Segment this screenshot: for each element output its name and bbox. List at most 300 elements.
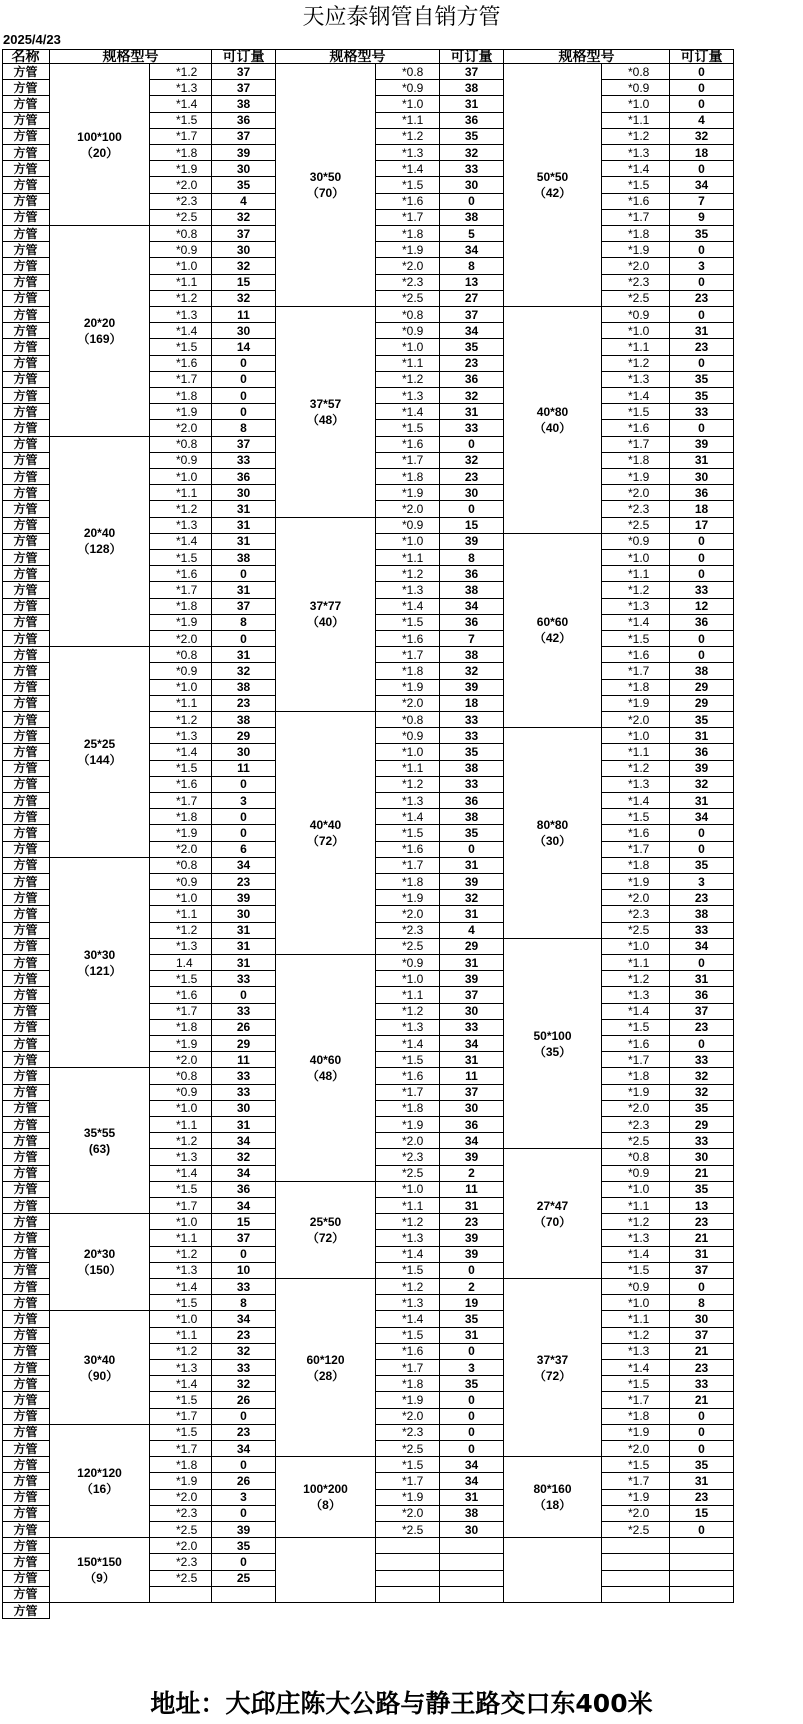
thickness-cell: *1.2: [150, 1344, 212, 1360]
thickness-cell: *1.1: [602, 113, 670, 129]
thickness-cell: *1.2: [602, 356, 670, 372]
thickness-cell: *1.7: [376, 210, 440, 226]
row-name: 方管: [2, 469, 50, 485]
row-name: 方管: [2, 1036, 50, 1052]
row-name: 方管: [2, 663, 50, 679]
thickness-cell: *2.0: [376, 1506, 440, 1522]
row-name: 方管: [2, 1295, 50, 1311]
thickness-cell: *2.5: [150, 1571, 212, 1587]
thickness-cell: *1.4: [602, 793, 670, 809]
quantity-cell: 11: [212, 307, 276, 323]
thickness-cell: *2.5: [602, 291, 670, 307]
quantity-cell: 29: [440, 939, 504, 955]
quantity-cell: 18: [440, 696, 504, 712]
quantity-cell: [670, 1571, 734, 1587]
row-name: 方管: [2, 210, 50, 226]
quantity-cell: 37: [670, 1263, 734, 1279]
thickness-cell: *1.0: [376, 971, 440, 987]
thickness-cell: *1.1: [376, 1198, 440, 1214]
quantity-cell: 35: [440, 744, 504, 760]
quantity-cell: 38: [212, 550, 276, 566]
quantity-cell: 7: [440, 631, 504, 647]
thickness-cell: *1.5: [602, 177, 670, 193]
quantity-cell: 30: [212, 485, 276, 501]
row-name: 方管: [2, 1392, 50, 1408]
row-name: 方管: [2, 145, 50, 161]
quantity-cell: 30: [212, 242, 276, 258]
quantity-cell: 38: [440, 1506, 504, 1522]
thickness-cell: *1.1: [376, 761, 440, 777]
quantity-cell: 32: [212, 210, 276, 226]
thickness-cell: *1.5: [602, 1457, 670, 1473]
thickness-cell: *1.3: [150, 307, 212, 323]
thickness-cell: *1.8: [376, 1101, 440, 1117]
thickness-cell: *1.4: [602, 1004, 670, 1020]
quantity-cell: [212, 1587, 276, 1603]
thickness-cell: [376, 1538, 440, 1554]
quantity-cell: 21: [670, 1230, 734, 1246]
thickness-cell: *2.5: [602, 1522, 670, 1538]
thickness-cell: *1.1: [150, 1230, 212, 1246]
thickness-cell: *1.3: [150, 939, 212, 955]
thickness-cell: *1.4: [376, 1036, 440, 1052]
thickness-cell: *1.9: [602, 242, 670, 258]
quantity-cell: 23: [440, 356, 504, 372]
quantity-cell: 18: [670, 145, 734, 161]
thickness-cell: *1.0: [602, 96, 670, 112]
quantity-cell: 31: [670, 1473, 734, 1489]
thickness-cell: *2.5: [376, 1441, 440, 1457]
quantity-cell: 34: [212, 1198, 276, 1214]
thickness-cell: *1.0: [376, 1182, 440, 1198]
quantity-cell: 0: [212, 825, 276, 841]
quantity-cell: 0: [670, 242, 734, 258]
thickness-cell: *1.8: [376, 663, 440, 679]
quantity-cell: 25: [212, 1571, 276, 1587]
quantity-cell: 35: [670, 858, 734, 874]
row-name: 方管: [2, 1311, 50, 1327]
spec-group-20*20: 20*20 （169）: [50, 226, 150, 437]
thickness-cell: *2.0: [376, 696, 440, 712]
thickness-cell: *2.5: [150, 210, 212, 226]
quantity-cell: 14: [212, 339, 276, 355]
quantity-cell: 33: [440, 728, 504, 744]
row-name: 方管: [2, 1490, 50, 1506]
thickness-cell: *0.8: [602, 1149, 670, 1165]
quantity-cell: 30: [212, 744, 276, 760]
thickness-cell: *1.1: [150, 275, 212, 291]
quantity-cell: 21: [670, 1392, 734, 1408]
quantity-cell: 0: [212, 356, 276, 372]
thickness-cell: *1.9: [150, 161, 212, 177]
thickness-cell: *1.1: [150, 1328, 212, 1344]
thickness-cell: *1.4: [376, 161, 440, 177]
thickness-cell: *1.4: [150, 744, 212, 760]
thickness-cell: *1.2: [376, 129, 440, 145]
quantity-cell: 39: [440, 971, 504, 987]
quantity-cell: 33: [212, 1085, 276, 1101]
quantity-cell: 32: [670, 777, 734, 793]
thickness-cell: *1.8: [150, 388, 212, 404]
quantity-cell: 0: [212, 566, 276, 582]
thickness-cell: *1.8: [602, 680, 670, 696]
quantity-cell: 13: [440, 275, 504, 291]
thickness-cell: *1.9: [602, 1490, 670, 1506]
quantity-cell: 31: [440, 1328, 504, 1344]
row-name: 方管: [2, 1603, 50, 1619]
spec-group-30*40: 30*40 （90）: [50, 1311, 150, 1424]
thickness-cell: *2.0: [602, 1101, 670, 1117]
quantity-cell: 4: [440, 923, 504, 939]
quantity-cell: 15: [670, 1506, 734, 1522]
thickness-cell: *2.5: [602, 518, 670, 534]
quantity-cell: 0: [670, 275, 734, 291]
thickness-cell: *1.5: [376, 615, 440, 631]
quantity-cell: 23: [670, 890, 734, 906]
thickness-cell: *1.6: [150, 777, 212, 793]
thickness-cell: *1.2: [376, 1279, 440, 1295]
spec-group-25*50: 25*50 （72）: [276, 1182, 376, 1279]
quantity-cell: 0: [670, 647, 734, 663]
thickness-cell: *1.3: [150, 728, 212, 744]
row-name: 方管: [2, 825, 50, 841]
quantity-cell: 38: [440, 210, 504, 226]
quantity-cell: 35: [212, 1538, 276, 1554]
quantity-cell: 3: [212, 793, 276, 809]
quantity-cell: 33: [440, 777, 504, 793]
thickness-cell: *1.3: [150, 1263, 212, 1279]
row-name: 方管: [2, 404, 50, 420]
thickness-cell: *1.0: [150, 469, 212, 485]
row-name: 方管: [2, 1230, 50, 1246]
quantity-cell: 32: [212, 291, 276, 307]
thickness-cell: *1.8: [602, 858, 670, 874]
thickness-cell: *1.8: [602, 453, 670, 469]
quantity-cell: 29: [670, 680, 734, 696]
thickness-cell: *1.1: [602, 566, 670, 582]
quantity-cell: 23: [212, 1425, 276, 1441]
row-name: 方管: [2, 275, 50, 291]
thickness-cell: *2.3: [602, 501, 670, 517]
thickness-cell: *1.0: [150, 1101, 212, 1117]
thickness-cell: *1.5: [376, 825, 440, 841]
date-label: 2025/4/23: [3, 32, 61, 47]
spec-group-120*120: 120*120 （16）: [50, 1425, 150, 1538]
row-name: 方管: [2, 1587, 50, 1603]
thickness-cell: *1.3: [602, 777, 670, 793]
quantity-cell: 15: [212, 1214, 276, 1230]
quantity-cell: 34: [440, 1133, 504, 1149]
thickness-cell: *1.7: [376, 647, 440, 663]
thickness-cell: [602, 1538, 670, 1554]
thickness-cell: *1.4: [150, 1279, 212, 1295]
thickness-cell: *1.0: [150, 1214, 212, 1230]
thickness-cell: *1.5: [602, 1376, 670, 1392]
quantity-cell: [670, 1538, 734, 1554]
quantity-cell: 18: [670, 501, 734, 517]
quantity-cell: 33: [670, 404, 734, 420]
quantity-cell: 34: [440, 599, 504, 615]
thickness-cell: *1.6: [376, 842, 440, 858]
thickness-cell: *1.6: [602, 420, 670, 436]
quantity-cell: 36: [670, 485, 734, 501]
thickness-cell: *1.2: [376, 777, 440, 793]
thickness-cell: *2.0: [602, 712, 670, 728]
row-name: 方管: [2, 599, 50, 615]
quantity-cell: 10: [212, 1263, 276, 1279]
quantity-cell: 30: [440, 485, 504, 501]
thickness-cell: *1.5: [602, 809, 670, 825]
quantity-cell: 33: [212, 1360, 276, 1376]
quantity-cell: 0: [440, 501, 504, 517]
thickness-cell: *1.5: [376, 177, 440, 193]
quantity-cell: 38: [440, 80, 504, 96]
quantity-cell: 33: [212, 1068, 276, 1084]
quantity-cell: 34: [212, 1133, 276, 1149]
thickness-cell: *1.8: [150, 145, 212, 161]
quantity-cell: 32: [440, 890, 504, 906]
quantity-cell: 39: [212, 1522, 276, 1538]
quantity-cell: 39: [440, 874, 504, 890]
thickness-cell: *1.4: [150, 1166, 212, 1182]
thickness-cell: *1.5: [376, 1328, 440, 1344]
row-name: 方管: [2, 1376, 50, 1392]
row-name: 方管: [2, 1214, 50, 1230]
quantity-cell: 0: [670, 955, 734, 971]
thickness-cell: *1.4: [376, 404, 440, 420]
thickness-cell: *1.3: [376, 582, 440, 598]
quantity-cell: 8: [670, 1295, 734, 1311]
thickness-cell: *1.3: [602, 987, 670, 1003]
quantity-cell: 34: [212, 858, 276, 874]
quantity-cell: 0: [670, 842, 734, 858]
quantity-cell: 37: [212, 437, 276, 453]
spec-group-25*25: 25*25 （144）: [50, 647, 150, 858]
row-name: 方管: [2, 80, 50, 96]
quantity-cell: 30: [670, 1149, 734, 1165]
thickness-cell: *1.5: [602, 1020, 670, 1036]
quantity-cell: 0: [440, 1409, 504, 1425]
quantity-cell: 35: [440, 1376, 504, 1392]
quantity-cell: 33: [670, 1133, 734, 1149]
row-name: 方管: [2, 1425, 50, 1441]
quantity-cell: 21: [670, 1344, 734, 1360]
quantity-cell: 23: [212, 874, 276, 890]
thickness-cell: *1.5: [376, 420, 440, 436]
thickness-cell: *1.6: [602, 825, 670, 841]
row-name: 方管: [2, 793, 50, 809]
row-name: 方管: [2, 566, 50, 582]
thickness-cell: *2.0: [150, 1052, 212, 1068]
quantity-cell: 0: [440, 1425, 504, 1441]
quantity-cell: 35: [670, 1457, 734, 1473]
thickness-cell: *2.5: [150, 1522, 212, 1538]
thickness-cell: *1.0: [602, 1295, 670, 1311]
quantity-cell: 34: [670, 177, 734, 193]
quantity-cell: 26: [212, 1020, 276, 1036]
spec-group-60*120: 60*120 （28）: [276, 1279, 376, 1457]
row-name: 方管: [2, 1279, 50, 1295]
quantity-cell: 33: [670, 1052, 734, 1068]
quantity-cell: 0: [212, 1457, 276, 1473]
thickness-cell: *2.0: [376, 501, 440, 517]
quantity-cell: 32: [440, 145, 504, 161]
thickness-cell: *1.9: [376, 485, 440, 501]
quantity-cell: 17: [670, 518, 734, 534]
quantity-cell: 11: [440, 1182, 504, 1198]
thickness-cell: *1.1: [150, 485, 212, 501]
thickness-cell: *1.9: [150, 1473, 212, 1489]
row-name: 方管: [2, 939, 50, 955]
thickness-cell: *1.9: [150, 615, 212, 631]
thickness-cell: *1.2: [376, 372, 440, 388]
thickness-cell: *2.3: [602, 1117, 670, 1133]
quantity-cell: 37: [670, 1004, 734, 1020]
quantity-cell: 37: [212, 80, 276, 96]
thickness-cell: *1.0: [602, 323, 670, 339]
header-spec-1: 规格型号: [50, 49, 212, 64]
row-name: 方管: [2, 1328, 50, 1344]
quantity-cell: 32: [440, 453, 504, 469]
quantity-cell: 30: [440, 1004, 504, 1020]
quantity-cell: 0: [440, 842, 504, 858]
quantity-cell: 37: [440, 987, 504, 1003]
thickness-cell: *0.9: [602, 534, 670, 550]
quantity-cell: 30: [670, 1311, 734, 1327]
quantity-cell: 31: [212, 939, 276, 955]
row-name: 方管: [2, 1247, 50, 1263]
thickness-cell: *1.9: [376, 890, 440, 906]
quantity-cell: 35: [670, 372, 734, 388]
thickness-cell: *1.0: [150, 1311, 212, 1327]
row-name: 方管: [2, 372, 50, 388]
thickness-cell: *1.0: [376, 744, 440, 760]
quantity-cell: 32: [212, 1376, 276, 1392]
thickness-cell: *1.5: [602, 631, 670, 647]
quantity-cell: 23: [670, 291, 734, 307]
row-name: 方管: [2, 809, 50, 825]
quantity-cell: 11: [212, 761, 276, 777]
row-name: 方管: [2, 1004, 50, 1020]
quantity-cell: 36: [212, 1182, 276, 1198]
quantity-cell: 30: [670, 469, 734, 485]
header-qty-2: 可订量: [440, 49, 504, 64]
quantity-cell: 23: [670, 1360, 734, 1376]
quantity-cell: 27: [440, 291, 504, 307]
thickness-cell: *0.9: [376, 518, 440, 534]
quantity-cell: 38: [670, 663, 734, 679]
quantity-cell: 0: [670, 64, 734, 80]
thickness-cell: *1.2: [602, 129, 670, 145]
row-name: 方管: [2, 291, 50, 307]
quantity-cell: 37: [212, 1230, 276, 1246]
thickness-cell: *1.1: [602, 1198, 670, 1214]
thickness-cell: *1.5: [376, 1457, 440, 1473]
thickness-cell: *1.3: [602, 372, 670, 388]
quantity-cell: 7: [670, 194, 734, 210]
quantity-cell: 15: [212, 275, 276, 291]
thickness-cell: *1.9: [150, 404, 212, 420]
quantity-cell: 30: [440, 1522, 504, 1538]
thickness-cell: *1.8: [602, 1068, 670, 1084]
quantity-cell: 0: [670, 1279, 734, 1295]
row-name: 方管: [2, 339, 50, 355]
thickness-cell: *1.5: [376, 1052, 440, 1068]
quantity-cell: 32: [670, 1068, 734, 1084]
row-name: 方管: [2, 744, 50, 760]
row-name: 方管: [2, 1068, 50, 1084]
quantity-cell: 32: [670, 129, 734, 145]
quantity-cell: 36: [440, 793, 504, 809]
row-name: 方管: [2, 1182, 50, 1198]
quantity-cell: 23: [440, 469, 504, 485]
row-name: 方管: [2, 696, 50, 712]
quantity-cell: 38: [440, 647, 504, 663]
thickness-cell: *1.5: [150, 1392, 212, 1408]
row-name: 方管: [2, 113, 50, 129]
spec-group-60*60: 60*60 （42）: [504, 534, 602, 728]
thickness-cell: *2.5: [376, 1166, 440, 1182]
row-name: 方管: [2, 777, 50, 793]
thickness-cell: *0.9: [376, 728, 440, 744]
thickness-cell: *1.8: [602, 226, 670, 242]
quantity-cell: 8: [440, 550, 504, 566]
quantity-cell: 36: [212, 469, 276, 485]
quantity-cell: 33: [670, 582, 734, 598]
quantity-cell: 32: [440, 663, 504, 679]
thickness-cell: *2.0: [602, 890, 670, 906]
thickness-cell: *1.7: [150, 582, 212, 598]
thickness-cell: *1.3: [602, 145, 670, 161]
quantity-cell: 34: [440, 1457, 504, 1473]
quantity-cell: 0: [670, 1522, 734, 1538]
thickness-cell: *1.0: [602, 939, 670, 955]
quantity-cell: 36: [440, 566, 504, 582]
thickness-cell: *1.7: [376, 858, 440, 874]
quantity-cell: 8: [212, 1295, 276, 1311]
row-name: 方管: [2, 955, 50, 971]
quantity-cell: 33: [670, 1376, 734, 1392]
thickness-cell: *1.0: [376, 96, 440, 112]
quantity-cell: 31: [212, 534, 276, 550]
quantity-cell: [440, 1587, 504, 1603]
thickness-cell: *1.7: [150, 1004, 212, 1020]
quantity-cell: 35: [440, 1311, 504, 1327]
thickness-cell: *1.6: [376, 437, 440, 453]
quantity-cell: 11: [212, 1052, 276, 1068]
quantity-cell: 31: [440, 858, 504, 874]
thickness-cell: *1.6: [150, 987, 212, 1003]
row-name: 方管: [2, 1441, 50, 1457]
quantity-cell: 33: [440, 712, 504, 728]
thickness-cell: *1.2: [150, 923, 212, 939]
thickness-cell: *0.8: [376, 307, 440, 323]
thickness-cell: *1.7: [150, 129, 212, 145]
quantity-cell: 31: [212, 647, 276, 663]
quantity-cell: 26: [212, 1392, 276, 1408]
thickness-cell: *1.9: [602, 469, 670, 485]
row-name: 方管: [2, 1166, 50, 1182]
thickness-cell: *1.4: [376, 1247, 440, 1263]
thickness-cell: *1.2: [150, 501, 212, 517]
row-name: 方管: [2, 518, 50, 534]
quantity-cell: 36: [212, 113, 276, 129]
thickness-cell: *1.2: [602, 971, 670, 987]
thickness-cell: *1.9: [376, 1490, 440, 1506]
spec-group-40*80: 40*80 （40）: [504, 307, 602, 534]
thickness-cell: *1.0: [150, 258, 212, 274]
thickness-cell: *1.5: [602, 1263, 670, 1279]
